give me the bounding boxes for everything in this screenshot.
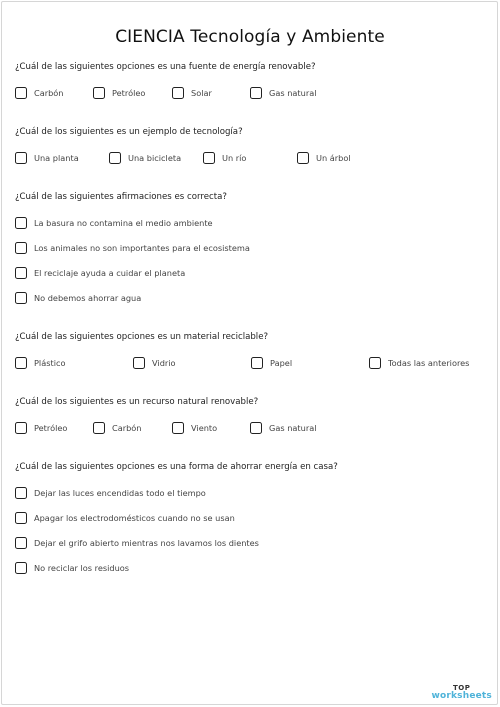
option-label: Plástico xyxy=(34,357,66,368)
checkbox[interactable] xyxy=(133,357,145,369)
option-label: El reciclaje ayuda a cuidar el planeta xyxy=(34,267,186,278)
checkbox[interactable] xyxy=(15,292,27,304)
option-label: Solar xyxy=(191,87,212,98)
q5-option-1[interactable] xyxy=(15,420,67,435)
q4-option-1[interactable] xyxy=(15,355,66,370)
option-label: Un árbol xyxy=(316,152,351,163)
q6-option-4[interactable] xyxy=(15,560,129,575)
checkbox[interactable] xyxy=(172,87,184,99)
option-label: Papel xyxy=(270,357,293,368)
option-label: Una planta xyxy=(34,152,79,163)
option-label: Los animales no son importantes para el ecosistema xyxy=(34,242,250,253)
topworksheets-logo xyxy=(431,685,492,701)
option-label: Petróleo xyxy=(34,422,68,433)
q1-option-4[interactable] xyxy=(250,85,317,100)
option-label: Una bicicleta xyxy=(128,152,182,163)
checkbox[interactable] xyxy=(93,87,105,99)
checkbox[interactable] xyxy=(297,152,309,164)
checkbox[interactable] xyxy=(250,422,262,434)
question-2: ¿Cuál de los siguientes es un ejemplo de tecnología? xyxy=(15,127,243,137)
option-label: Gas natural xyxy=(269,87,317,98)
question-1: ¿Cuál de las siguientes opciones es una fuente de energía renovable? xyxy=(15,62,316,72)
checkbox[interactable] xyxy=(109,152,121,164)
option-label: Un río xyxy=(222,152,247,163)
q1-option-3[interactable] xyxy=(172,85,212,100)
option-label: Viento xyxy=(191,422,218,433)
q2-option-4[interactable] xyxy=(297,150,351,165)
worksheet-title: CIENCIA Tecnología y Ambiente xyxy=(115,27,385,47)
q6-option-1[interactable] xyxy=(15,485,206,500)
logo-top-text: TOP xyxy=(453,684,471,692)
checkbox[interactable] xyxy=(15,217,27,229)
option-label: Carbón xyxy=(34,87,64,98)
checkbox[interactable] xyxy=(251,357,263,369)
option-label: No debemos ahorrar agua xyxy=(34,292,142,303)
option-label: Carbón xyxy=(112,422,142,433)
q2-option-3[interactable] xyxy=(203,150,246,165)
checkbox[interactable] xyxy=(93,422,105,434)
option-label: Dejar el grifo abierto mientras nos lavamos los dientes xyxy=(34,537,259,548)
q6-option-2[interactable] xyxy=(15,510,235,525)
checkbox[interactable] xyxy=(15,152,27,164)
checkbox[interactable] xyxy=(15,512,27,524)
q3-option-4[interactable] xyxy=(15,290,141,305)
option-label: La basura no contamina el medio ambiente xyxy=(34,217,213,228)
question-3: ¿Cuál de las siguientes afirmaciones es correcta? xyxy=(15,192,227,202)
checkbox[interactable] xyxy=(15,537,27,549)
q2-option-2[interactable] xyxy=(109,150,181,165)
q4-option-3[interactable] xyxy=(251,355,292,370)
checkbox[interactable] xyxy=(250,87,262,99)
checkbox[interactable] xyxy=(15,422,27,434)
option-label: Apagar los electrodomésticos cuando no se usan xyxy=(34,512,235,523)
q4-option-4[interactable] xyxy=(369,355,469,370)
option-label: Vidrio xyxy=(152,357,176,368)
option-label: Gas natural xyxy=(269,422,317,433)
logo-bottom-text: worksheets xyxy=(431,691,492,701)
q5-option-2[interactable] xyxy=(93,420,142,435)
q3-option-2[interactable] xyxy=(15,240,250,255)
q5-option-3[interactable] xyxy=(172,420,217,435)
question-4: ¿Cuál de las siguientes opciones es un material reciclable? xyxy=(15,332,269,342)
q4-option-2[interactable] xyxy=(133,355,176,370)
checkbox[interactable] xyxy=(15,562,27,574)
q3-option-1[interactable] xyxy=(15,215,213,230)
option-label: No reciclar los residuos xyxy=(34,562,130,573)
q6-option-3[interactable] xyxy=(15,535,259,550)
q3-option-3[interactable] xyxy=(15,265,185,280)
question-5: ¿Cuál de los siguientes es un recurso natural renovable? xyxy=(15,397,259,407)
checkbox[interactable] xyxy=(15,87,27,99)
checkbox[interactable] xyxy=(369,357,381,369)
q2-option-1[interactable] xyxy=(15,150,79,165)
checkbox[interactable] xyxy=(203,152,215,164)
option-label: Petróleo xyxy=(112,87,146,98)
option-label: Dejar las luces encendidas todo el tiempo xyxy=(34,487,206,498)
checkbox[interactable] xyxy=(172,422,184,434)
checkbox[interactable] xyxy=(15,487,27,499)
question-6: ¿Cuál de las siguientes opciones es una forma de ahorrar energía en casa? xyxy=(15,462,338,472)
q1-option-2[interactable] xyxy=(93,85,145,100)
worksheet-page xyxy=(1,1,498,705)
q5-option-4[interactable] xyxy=(250,420,317,435)
q1-option-1[interactable] xyxy=(15,85,64,100)
checkbox[interactable] xyxy=(15,242,27,254)
option-label: Todas las anteriores xyxy=(388,357,470,368)
checkbox[interactable] xyxy=(15,267,27,279)
checkbox[interactable] xyxy=(15,357,27,369)
